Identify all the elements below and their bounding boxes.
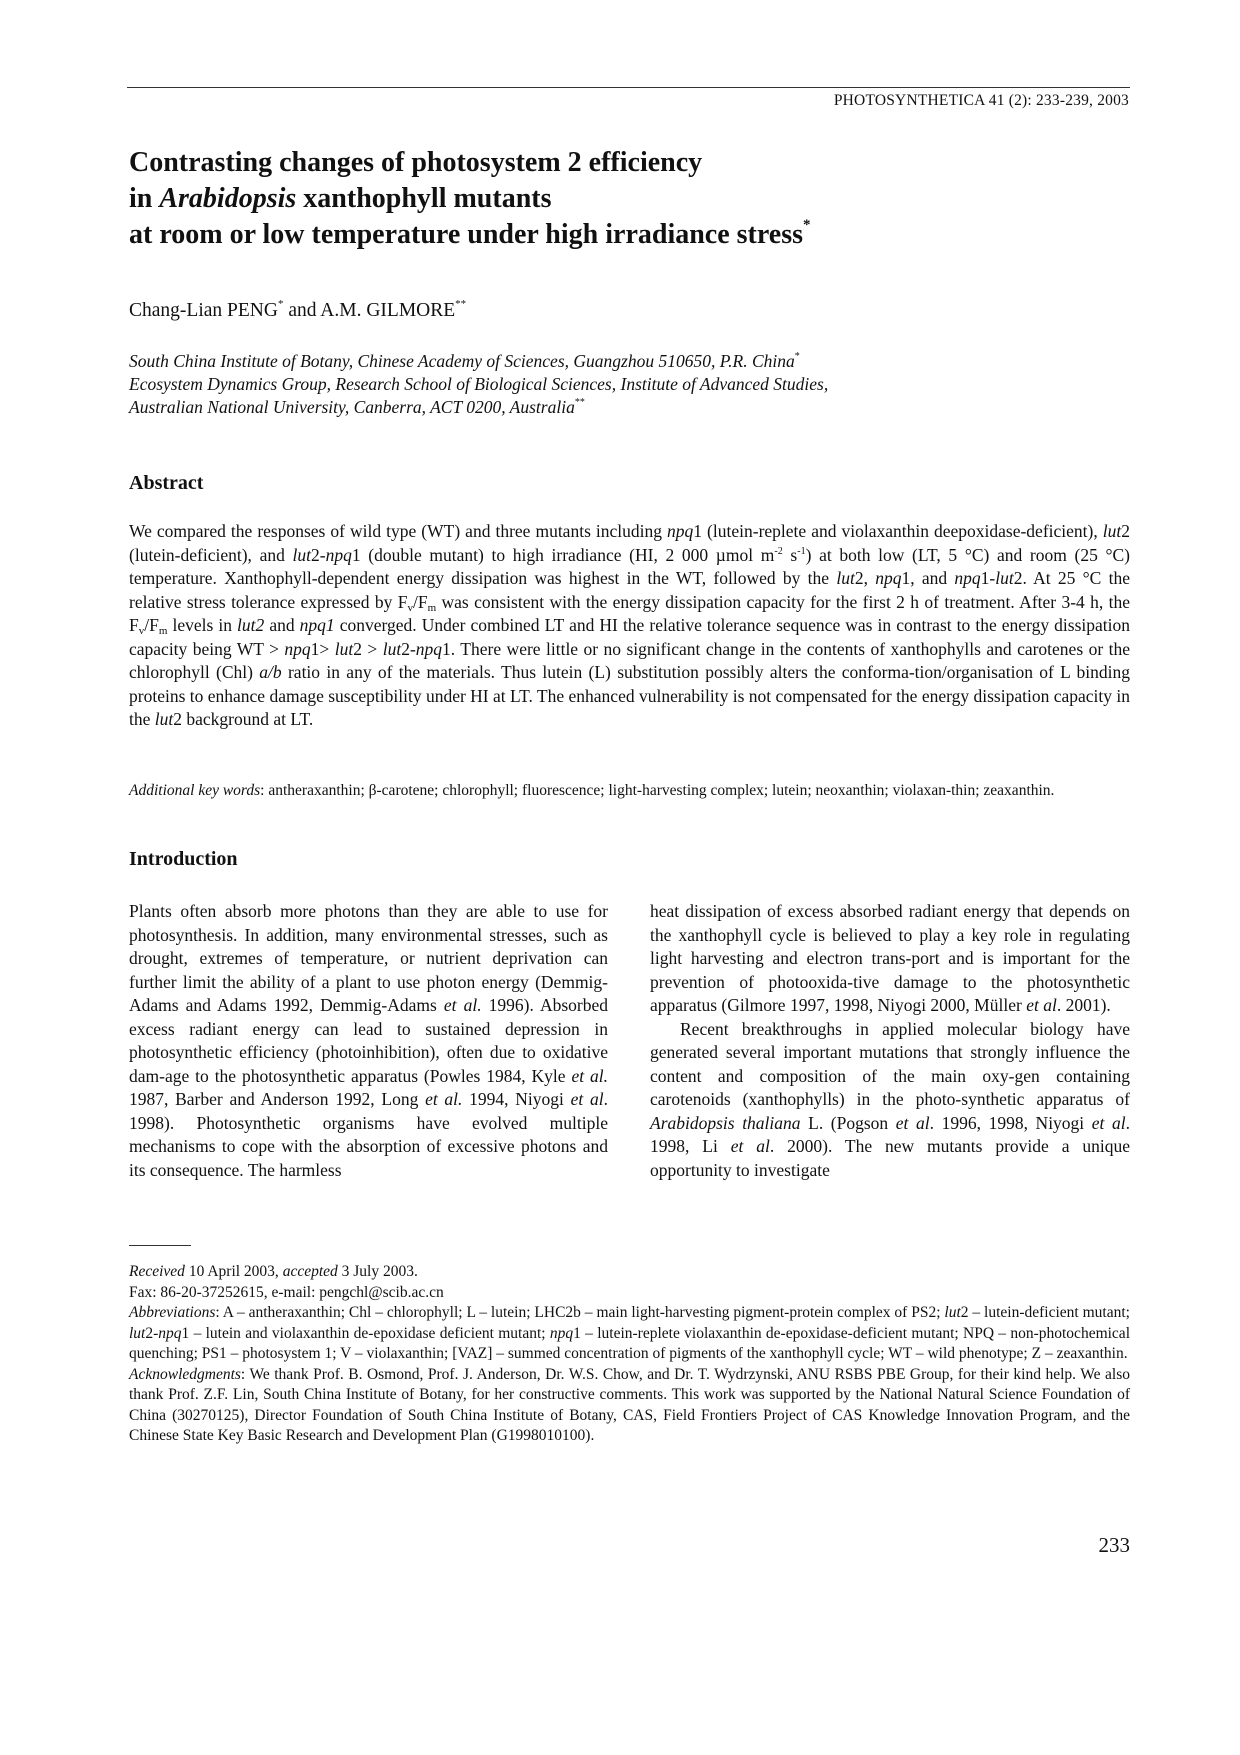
affiliation-2a: Ecosystem Dynamics Group, Research School of Biological Sciences, Institute of Advanced Studies, — [129, 374, 829, 394]
received-dates: Received 10 April 2003, accepted 3 July 2003. — [129, 1263, 418, 1280]
affiliation-2b: Australian National University, Canberra, ACT 0200, Australia** — [129, 397, 585, 417]
abstract-body: We compared the responses of wild type (WT) and three mutants including npq1 (lutein-replete and violaxanthin deepoxidase-deficient), lut2 (lutein-deficient), and lut2-npq1 (double mutant) to high irradiance (HI, 2 000 µmol $m^{-2}$ $s^{-1}$) at both low (LT, 5 °C) and room (25 °C) temperature. Xanthophyll-dependent energy dissipation was highest in the WT, followed by the lut2, npq1, and npq1-lut2. At 25 °C the relative stress tolerance expressed by $F_v/F_m$ was consistent with the energy dissipation capacity for the first 2 h of treatment. After 3-4 h, the $F_v/F_m$ levels in lut2 and npq1 converged. Under combined LT and HI the relative tolerance sequence was in contrast to the energy dissipation capacity being WT > npq1> lut2 > lut2-npq1. There were little or no significant change in the contents of xanthophylls and carotenes or the chlorophyll (Chl) a/b ratio in any of the materials. Thus lutein (L) substitution possibly alters the conforma-tion/organisation of L binding proteins to enhance damage susceptibility under HI at LT. The enhanced vulnerability is not compensated for the energy dissipation capacity in the lut2 background at LT. — [129, 521, 1131, 729]
keywords-label: Additional key words — [129, 782, 261, 799]
page-number: 233 — [1098, 1533, 1130, 1557]
intro-right-column — [650, 900, 1130, 1182]
header-rule — [127, 87, 1130, 88]
journal-citation: PHOTOSYNTHETICA 41 (2): 233-239, 2003 — [833, 92, 1129, 109]
title-line-2: in Arabidopsis xanthophyll mutants — [129, 183, 552, 214]
intro-paragraph-2: Recent breakthroughs in applied molecular biology have generated several important mutations that strongly influence the content and composition of the main oxy-gen containing carotenoids (xanthophylls) in the photo-synthetic apparatus of Arabidopsis thaliana L. (Pogson et al. 1996, 1998, Niyogi et al. 1998, Li et al. 2000). The new mutants provide a unique opportunity to investigate — [650, 1018, 1130, 1180]
acknowledgments: Acknowledgments: We thank Prof. B. Osmond, Prof. J. Anderson, Dr. W.S. Chow, and Dr. T. Wydrzynski, ANU RSBS PBE Group, for their kind help. We also thank Prof. Z.F. Lin, South China Institute of Botany, for her constructive comments. This work was supported by the National Natural Science Foundation of China (30270125), Director Foundation of South China Institute of Botany, CAS, Field Frontiers Project of CAS Knowledge Innovation Program, and the Chinese State Key Basic Research and Development Plan (G1998010100). — [129, 1365, 1130, 1444]
title-genus: Arabidopsis — [159, 183, 297, 214]
title-line-3: at room or low temperature under high irradiance stress* — [129, 217, 811, 250]
author-list: Chang-Lian PENG* and A.M. GILMORE** — [129, 298, 467, 321]
intro-left-column: Plants often absorb more photons than they are able to use for photosynthesis. In addition, many environmental stresses, such as drought, extremes of temperature, or nutrient deprivation can further limit the ability of a plant to use photon energy (Demmig-Adams and Adams 1992, Demmig-Adams et al. 1996). Absorbed excess radiant energy can lead to sustained depression in photosynthetic efficiency (photoinhibition), often due to oxidative dam-age to the photosynthetic apparatus (Powles 1984, Kyle et al. 1987, Barber and Anderson 1992, Long et al. 1994, Niyogi et al. 1998). Photosynthetic organisms have evolved multiple mechanisms to cope with the absorption of excessive photons and its consequence. The harmless — [129, 901, 609, 1180]
title-footnote-mark: * — [803, 217, 811, 233]
contact-info: Fax: 86-20-37252615, e-mail: pengchl@scib.ac.cn — [129, 1283, 444, 1301]
author-peng: Chang-Lian PENG — [129, 300, 278, 321]
title-line-1: Contrasting changes of photosystem 2 efficiency — [129, 147, 703, 178]
footnote-rule — [129, 1245, 191, 1246]
intro-paragraph-1-cont: heat dissipation of excess absorbed radiant energy that depends on the xanthophyll cycle is believed to play a key role in regulating light harvesting and electron trans-port and is important for the prevention of photooxida-tive damage to the photosynthetic apparatus (Gilmore 1997, 1998, Niyogi 2000, Müller et al. 2001). — [650, 901, 1130, 1015]
affiliation-1: South China Institute of Botany, Chinese Academy of Sciences, Guangzhou 510650, P.R. China* — [129, 351, 800, 371]
keywords: Additional key words: antheraxanthin; β-carotene; chlorophyll; fluorescence; light-harvesting complex; lutein; neoxanthin; violaxan-thin; zeaxanthin. — [129, 782, 1055, 799]
article-title — [129, 145, 1129, 253]
abstract-heading: Abstract — [129, 472, 204, 494]
affiliations — [129, 350, 828, 419]
author-gilmore: A.M. GILMORE — [320, 300, 456, 321]
abbreviations: Abbreviations: A – antheraxanthin; Chl – chlorophyll; L – lutein; LHC2b – main light-harvesting pigment-protein complex of PS2; lut2 – lutein-deficient mutant; lut2-npq1 – lutein and violaxanthin de-epoxidase deficient mutant; npq1 – lutein-replete violaxanthin de-epoxidase-deficient mutant; NPQ – non-photochemical quenching; PS1 – photosystem 1; V – violaxanthin; [VAZ] – summed concentration of pigments of the xanthophyll cycle; WT – wild phenotype; Z – zeaxanthin. — [129, 1304, 1130, 1362]
footnotes — [129, 1262, 1130, 1447]
introduction-heading: Introduction — [129, 848, 238, 870]
